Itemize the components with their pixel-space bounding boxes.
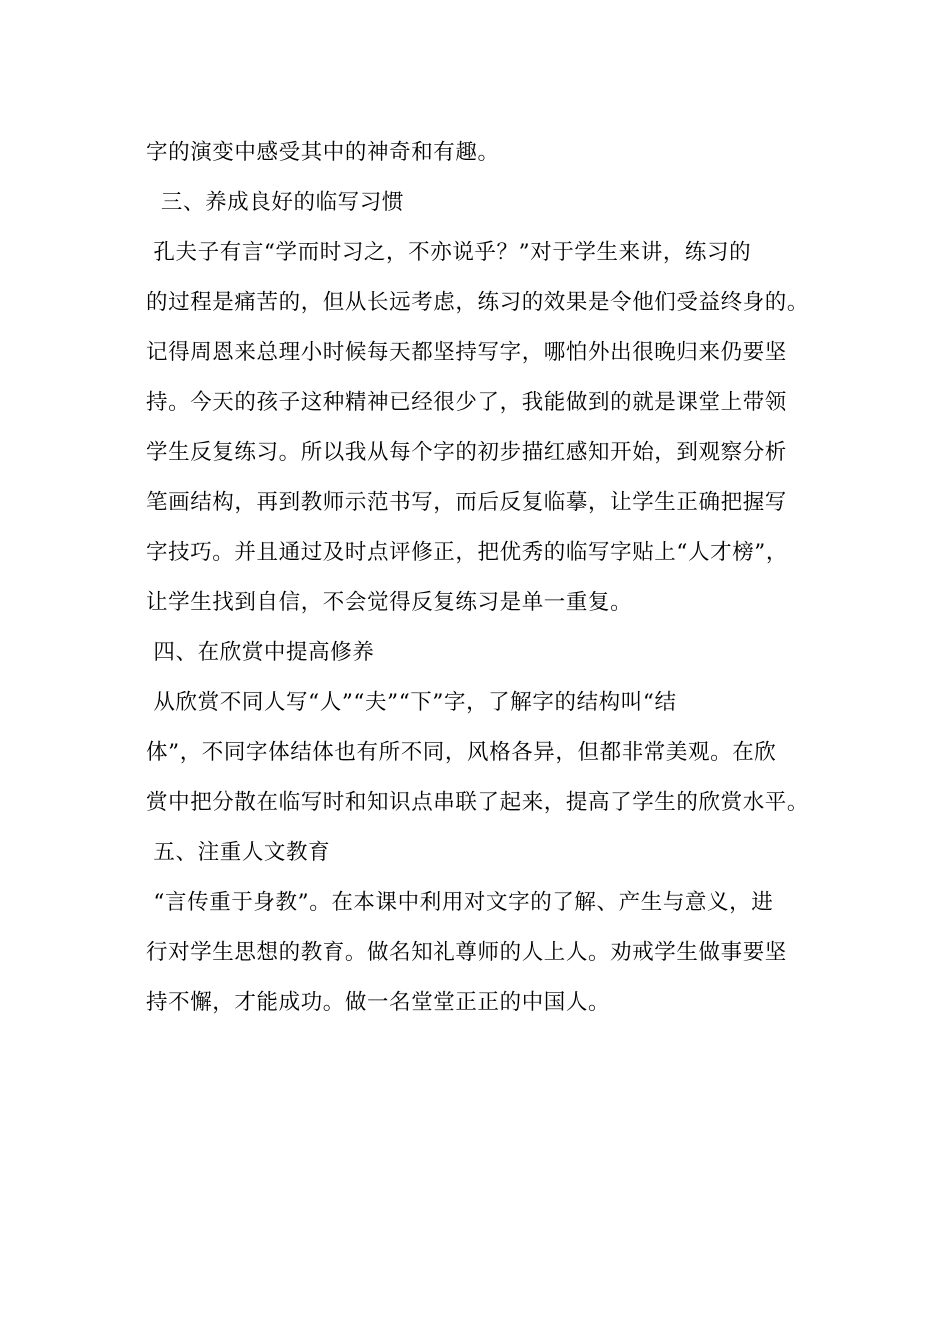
section-heading-4: 四、在欣赏中提高修养 xyxy=(146,640,375,665)
text-line-16: “言传重于身教”。在本课中利用对文字的了解、产生与意义，进 xyxy=(146,890,774,915)
section-heading-5: 五、注重人文教育 xyxy=(146,840,331,865)
text-line-7: 学生反复练习。所以我从每个字的初步描红感知开始，到观察分析 xyxy=(146,440,787,465)
text-line-12: 从欣赏不同人写“人”“夫”“下”字，了解字的结构叫“结 xyxy=(146,690,677,715)
text-line-14: 赏中把分散在临写时和知识点串联了起来，提高了学生的欣赏水平。 xyxy=(146,790,810,815)
text-line-18: 持不懈，才能成功。做一名堂堂正正的中国人。 xyxy=(146,990,611,1015)
text-line-6: 持。今天的孩子这种精神已经很少了，我能做到的就是课堂上带领 xyxy=(146,390,787,415)
text-line-5: 记得周恩来总理小时候每天都坚持写字，哪怕外出很晚归来仍要坚 xyxy=(146,340,787,365)
text-line-4: 的过程是痛苦的，但从长远考虑，练习的效果是令他们受益终身的。 xyxy=(146,290,810,315)
text-line-10: 让学生找到自信，不会觉得反复练习是单一重复。 xyxy=(146,590,633,615)
text-line-3: 孔夫子有言“学而时习之，不亦说乎？”对于学生来讲，练习的 xyxy=(146,240,752,265)
text-line-17: 行对学生思想的教育。做名知礼尊师的人上人。劝戒学生做事要坚 xyxy=(146,940,787,965)
text-line-9: 字技巧。并且通过及时点评修正，把优秀的临写字贴上“人才榜”， xyxy=(146,540,788,565)
section-heading-3: 三、养成良好的临写习惯 xyxy=(146,190,404,215)
text-line-8: 笔画结构，再到教师示范书写，而后反复临摹，让学生正确把握写 xyxy=(146,490,787,515)
text-line-13: 体”，不同字体结体也有所不同，风格各异，但都非常美观。在欣 xyxy=(146,740,777,765)
text-line-1: 字的演变中感受其中的神奇和有趣。 xyxy=(146,140,500,165)
